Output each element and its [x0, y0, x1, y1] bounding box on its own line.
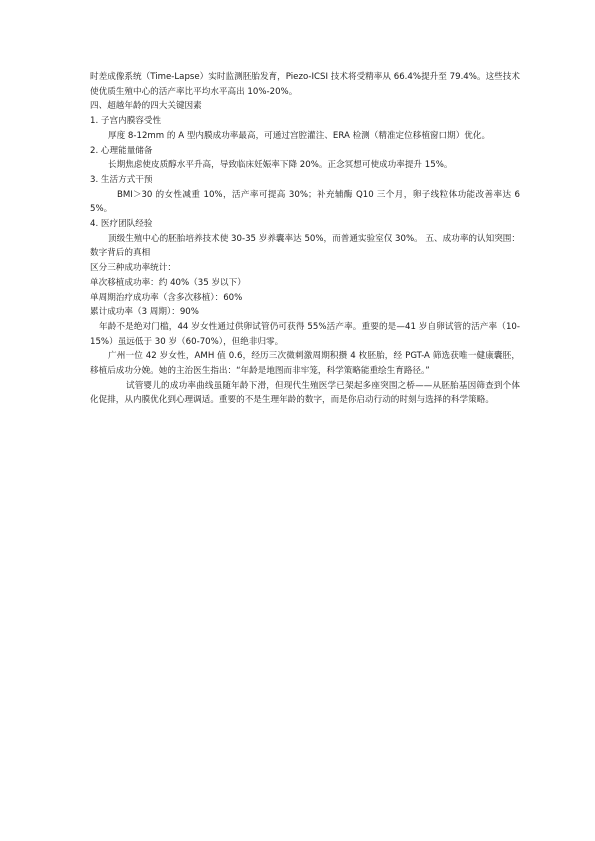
paragraph-lifestyle: BMI＞30 的女性减重 10%，活产率可提高 30%；补充辅酶 Q10 三个月，卵子线粒体功能改善率达 65%。 [90, 189, 520, 215]
paragraph-conclusion: 试管婴儿的成功率曲线虽随年龄下滑，但现代生殖医学已架起多座突围之桥——从胚胎基因筛查到个体化促排，从内膜优化到心理调适。重要的不是生理年龄的数字，而是你启动行动的时刻与选择的科学策略。 [90, 380, 520, 406]
rate-types-intro: 区分三种成功率统计： [90, 263, 176, 274]
paragraph-team: 顶级生殖中心的胚胎培养技术使 30-35 岁养囊率达 50%，而普通实验室仅 30%。 五、成功率的认知突围：数字背后的真相 [90, 233, 520, 259]
document-body [90, 70, 520, 408]
paragraph-tech-intro: 时差成像系统（Time-Lapse）实时监测胚胎发育，Piezo-ICSI 技术将受精率从 66.4%提升至 79.4%。这些技术使优质生殖中心的活产率比平均水平高出 10%-20%。 [90, 72, 520, 97]
section-heading-four-factors: 四、超越年龄的四大关键因素 [90, 101, 202, 112]
rate-cumulative: 累计成功率（3 周期）：90% [90, 307, 199, 318]
factor-heading-lifestyle: 3. 生活方式干预 [90, 174, 153, 185]
paragraph-case-study: 广州一位 42 岁女性，AMH 值 0.6，经历三次微刺激周期积攒 4 枚胚胎，经 PGT-A 筛选获唯一健康囊胚，移植后成功分娩。她的主治医生指出：“年龄是地图而非牢笼，科学策略能重绘生育路径。” [90, 351, 520, 377]
factor-heading-psychology: 2. 心理能量储备 [90, 145, 153, 156]
rate-single-cycle: 单周期治疗成功率（含多次移植）：60% [90, 292, 243, 303]
rate-single-transfer: 单次移植成功率：约 40%（35 岁以下） [90, 277, 246, 288]
factor-heading-endometrium: 1. 子宫内膜容受性 [90, 116, 162, 127]
paragraph-endometrium: 厚度 8-12mm 的 A 型内膜成功率最高，可通过宫腔灌注、ERA 检测（精准定位移植窗口期）优化。 [108, 130, 491, 141]
paragraph-psychology: 长期焦虑使皮质醇水平升高，导致临床妊娠率下降 20%。正念冥想可使成功率提升 15%。 [108, 160, 453, 171]
factor-heading-team: 4. 医疗团队经验 [90, 219, 153, 230]
paragraph-age-threshold: 年龄不是绝对门槛，44 岁女性通过供卵试管仍可获得 55%活产率。重要的是—41 岁自卵试管的活产率（10-15%）虽远低于 30 岁（60-70%），但绝非归零。 [90, 321, 520, 347]
